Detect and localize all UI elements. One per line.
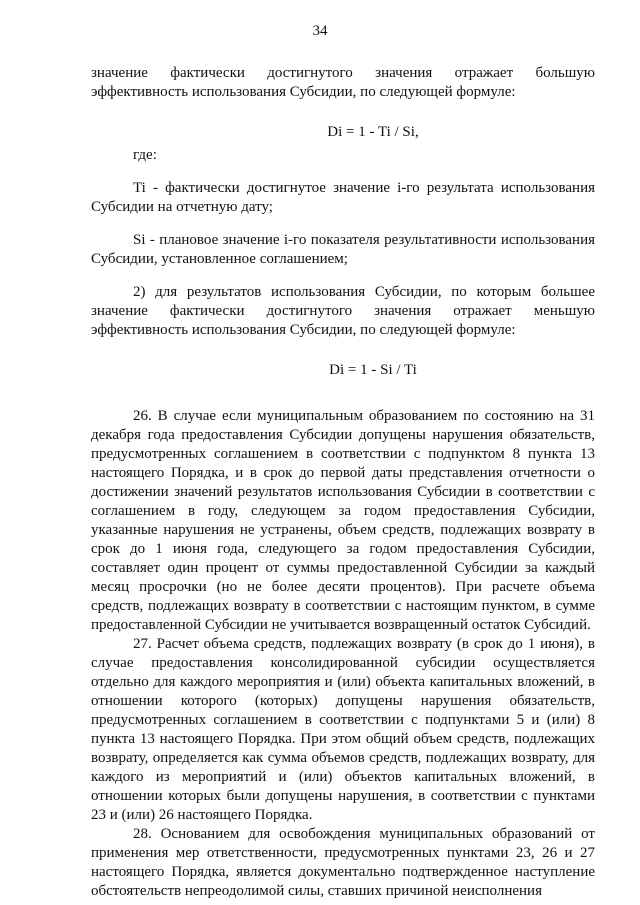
paragraph-item-2: 2) для результатов использования Субсидии, по которым большее значение фактически достигнутого значения отражает меньшую эффективность использования Субсидии, по следующей формуле: xyxy=(91,284,595,338)
where-label: где: xyxy=(133,147,157,163)
definition-si: Si - плановое значение i-го показателя результативности использования Субсидии, установленное соглашением; xyxy=(91,232,595,267)
formula-1: Di = 1 - Ti / Si, xyxy=(327,124,419,140)
page-number: 34 xyxy=(312,23,328,39)
body-text xyxy=(91,64,595,901)
paragraph-intro: значение фактически достигнутого значения отражает большую эффективность использования Субсидии, по следующей формуле: xyxy=(91,65,595,100)
paragraph-28: 28. Основанием для освобождения муниципальных образований от применения мер ответственности, предусмотренных пунктами 23, 26 и 27 настоящего Порядка, является документально подтвержденное наступление обстоятельств непреодолимой силы, ставших причиной неисполнения xyxy=(91,826,595,899)
paragraph-26: 26. В случае если муниципальным образованием по состоянию на 31 декабря года предоставления Субсидии допущены нарушения обязательств, предусмотренных соглашением в соответствии с подпунктом 8 пункта 13 настоящего Порядка, и в срок до первой даты представления отчетности о достижении значений результатов использования Субсидии в соответствии с соглашением в году, следующем за годом предоставления Субсидии, указанные нарушения не устранены, объем средств, подлежащих возврату в срок до 1 июня года, следующего за годом предоставления Субсидии, составляет один процент от суммы предоставленной Субсидии за каждый месяц просрочки (но не более десяти процентов). При расчете объема средств, подлежащих возврату в соответствии с настоящим пунктом, в сумме предоставленной Субсидии не учитывается возвращенный остаток Субсидий. xyxy=(91,408,595,633)
paragraph-27: 27. Расчет объема средств, подлежащих возврату (в срок до 1 июня), в случае предоставления консолидированной субсидии осуществляется отдельно для каждого мероприятия и (или) объекта капитальных вложений, в отношении которого (которых) допущены нарушения обязательств, предусмотренных соглашением в соответствии с подпунктами 5 и (или) 8 пункта 13 настоящего Порядка. При этом общий объем средств, подлежащих возврату, определяется как сумма объемов средств, подлежащих возврату, для каждого из мероприятий и (или) объектов капитальных вложений, в отношении которых были допущены нарушения, в соответствии с пунктами 23 и (или) 26 настоящего Порядка. xyxy=(91,636,595,823)
definition-ti: Ti - фактически достигнутое значение i-го результата использования Субсидии на отчетную дату; xyxy=(91,180,595,215)
formula-2: Di = 1 - Si / Ti xyxy=(329,362,417,378)
